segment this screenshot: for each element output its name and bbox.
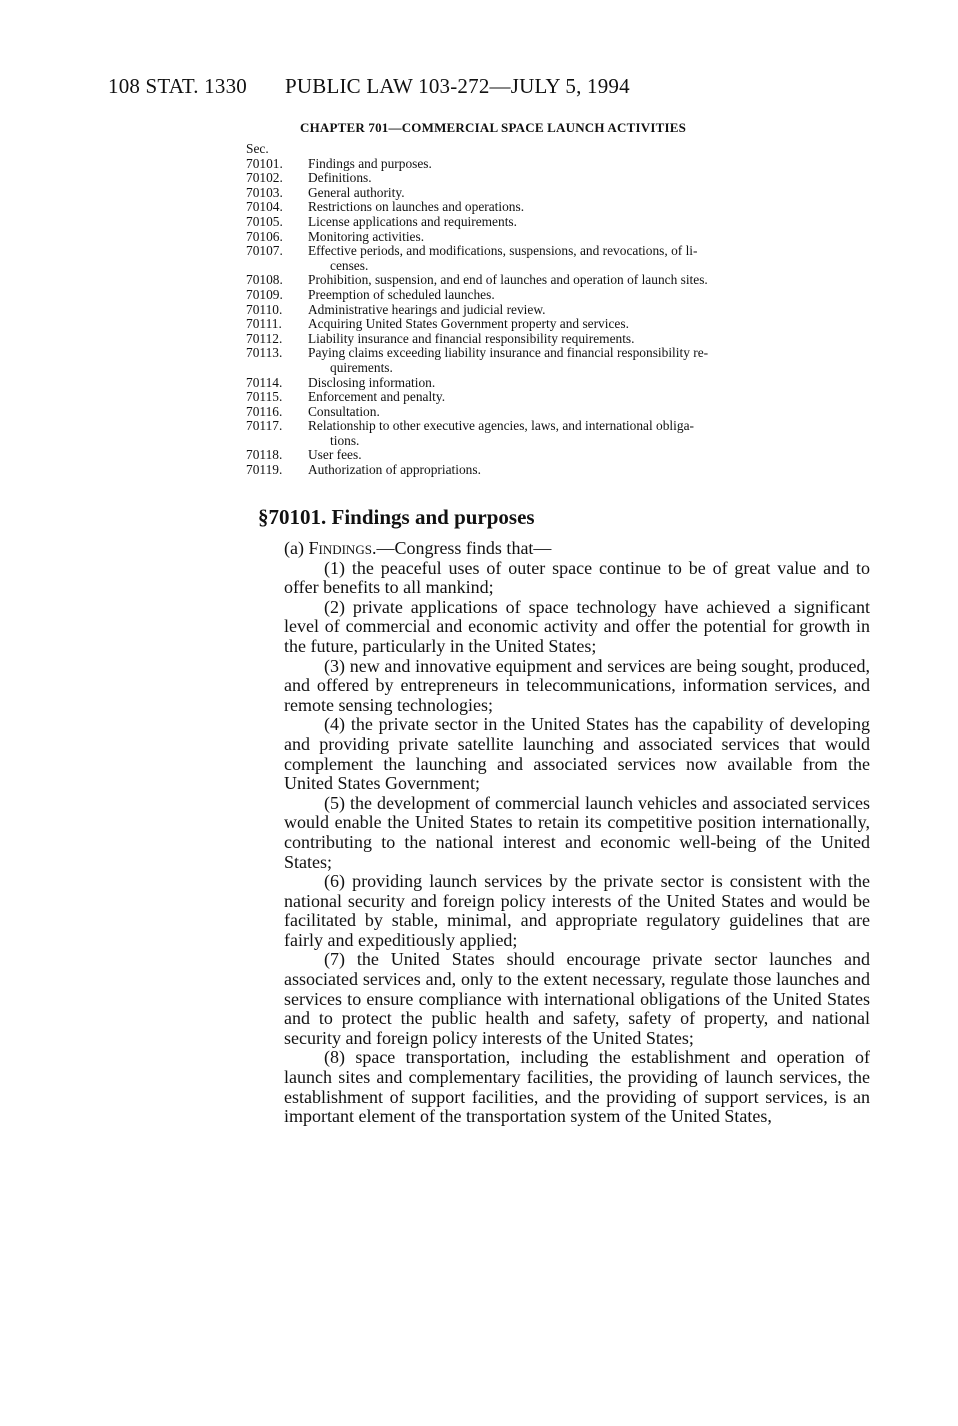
toc-row <box>246 346 872 375</box>
toc-section-title <box>308 200 872 215</box>
toc-section-number: 70103. <box>246 184 283 200</box>
finding-paragraph: (5) the development of commercial launch vehicles and associated services would enable the United States to retain its competitive position internationally, contributing to the national interest and economic well-being of the United States; <box>284 792 870 872</box>
toc-section-title <box>308 317 872 332</box>
toc-row <box>246 448 872 463</box>
toc-sec-label: Sec. <box>246 141 269 156</box>
toc-title-text: Acquiring United States Government property and services. <box>308 316 629 332</box>
toc-title-text: Definitions. <box>308 170 372 186</box>
toc-title-continuation: quirements. <box>330 359 393 375</box>
toc-title-text: Disclosing information. <box>308 374 436 390</box>
toc-section-number: 70102. <box>246 170 283 186</box>
toc-title-text: General authority. <box>308 184 405 200</box>
toc-section-number: 70110. <box>246 301 283 317</box>
finding-paragraph: (6) providing launch services by the private sector is consistent with the national security and foreign policy interests of the United States and would be facilitated by stable, minimal, and appropriate regulatory guidelines that are fairly and expeditiously applied; <box>284 871 870 950</box>
toc-title-text: Preemption of scheduled launches. <box>308 286 495 302</box>
toc-section-title <box>308 186 872 201</box>
toc-row <box>246 419 872 448</box>
finding-paragraph: (7) the United States should encourage private sector launches and associated services and, only to the extent necessary, regulate those launches and services to ensure compliance with international obligations of the United States and to protect the public health and safety, safety of property, and national security and foreign policy interests of the United States; <box>284 949 870 1048</box>
toc-row <box>246 405 872 420</box>
toc-section-number: 70107. <box>246 243 283 259</box>
toc-section-number: 70117. <box>246 418 283 434</box>
statute-page-number: 108 STAT. 1330 <box>108 74 247 98</box>
subsection-label: (a) <box>284 538 309 558</box>
finding-paragraph: (3) new and innovative equipment and services are being sought, produced, and offered by entrepreneurs in telecommunications, information services, and remote sensing technologies; <box>284 655 870 715</box>
toc-section-title <box>308 390 872 405</box>
section-heading: §70101. Findings and purposes <box>258 505 535 529</box>
toc-title-text: Paying claims exceeding liability insurance and financial responsibility re- <box>308 345 709 361</box>
toc-title-text: Liability insurance and financial responsibility requirements. <box>308 330 635 346</box>
toc-title-text: Findings and purposes. <box>308 155 432 171</box>
toc-section-title <box>308 463 872 478</box>
toc-title-text: Prohibition, suspension, and end of launches and operation of launch sites. <box>308 272 708 288</box>
toc-title-text: Enforcement and penalty. <box>308 389 446 405</box>
toc-section-title <box>308 376 872 391</box>
toc-section-title <box>308 405 872 420</box>
toc-section-title <box>308 448 872 463</box>
toc-section-title <box>308 273 872 288</box>
toc-row <box>246 376 872 391</box>
toc-title-continuation: tions. <box>330 432 360 448</box>
toc-section-title <box>308 157 872 172</box>
toc-row <box>246 390 872 405</box>
finding-paragraph: (4) the private sector in the United States has the capability of developing and providing private satellite launching and associated services that would complement the launching and associated services now available from the United States Government; <box>284 714 870 794</box>
toc-row <box>246 463 872 478</box>
toc-section-number: 70108. <box>246 272 283 288</box>
toc-row <box>246 288 872 303</box>
toc-section-title <box>308 171 872 186</box>
toc-title-text: Authorization of appropriations. <box>308 462 481 478</box>
toc-section-number: 70104. <box>246 199 283 215</box>
toc-section-number: 70119. <box>246 462 283 478</box>
page-header <box>108 74 868 110</box>
toc-section-title <box>308 303 872 318</box>
toc-row <box>246 200 872 215</box>
toc-section-number: 70113. <box>246 345 283 361</box>
toc-row <box>246 273 872 288</box>
toc-section-number: 70111. <box>246 316 282 332</box>
subsection-intro <box>284 539 870 559</box>
toc-section-title <box>308 332 872 347</box>
section-body <box>284 539 870 1127</box>
toc-row <box>246 303 872 318</box>
toc-section-number: 70112. <box>246 330 283 346</box>
toc-section-title <box>308 346 872 375</box>
finding-paragraph: (1) the peaceful uses of outer space continue to be of great value and to offer benefits to all mankind; <box>284 557 870 598</box>
toc-section-title <box>308 230 872 245</box>
toc-section-title <box>308 244 872 273</box>
chapter-title: CHAPTER 701—COMMERCIAL SPACE LAUNCH ACTIVITIES <box>300 120 687 135</box>
toc-section-number: 70114. <box>246 374 283 390</box>
toc-row <box>246 332 872 347</box>
toc-title-text: User fees. <box>308 447 362 463</box>
toc-section-number: 70118. <box>246 447 283 463</box>
toc-row <box>246 171 872 186</box>
toc-title-text: Consultation. <box>308 403 380 419</box>
toc-title-continuation: censes. <box>330 257 369 273</box>
toc-section-title <box>308 288 872 303</box>
toc-title-text: Relationship to other executive agencies, laws, and international obliga- <box>308 418 694 434</box>
toc-row <box>246 317 872 332</box>
finding-paragraph: (2) private applications of space technology have achieved a significant level of commercial and economic activity and offer the potential for growth in the future, particularly in the United States; <box>284 596 870 656</box>
subsection-name: Findings <box>308 538 372 558</box>
toc-section-title <box>308 419 872 448</box>
toc-title-text: Administrative hearings and judicial review. <box>308 301 546 317</box>
toc-section-number: 70116. <box>246 403 283 419</box>
finding-paragraph: (8) space transportation, including the establishment and operation of launch sites and complementary facilities, the providing of launch services, the establishment of support facilities, and the providing of support services, is an important element of the transportation system of the United States, <box>284 1047 870 1127</box>
toc-title-text: Monitoring activities. <box>308 228 425 244</box>
toc-row <box>246 215 872 230</box>
public-law-title: PUBLIC LAW 103-272—JULY 5, 1994 <box>285 74 630 98</box>
subsection-intro-text: .—Congress finds that— <box>371 538 552 558</box>
table-of-contents <box>246 142 872 478</box>
toc-section-number: 70115. <box>246 389 283 405</box>
toc-section-number: 70106. <box>246 228 283 244</box>
toc-title-text: Restrictions on launches and operations. <box>308 199 525 215</box>
toc-row <box>246 244 872 273</box>
toc-section-number: 70109. <box>246 286 283 302</box>
toc-row <box>246 157 872 172</box>
toc-section-number: 70101. <box>246 155 283 171</box>
toc-section-title <box>308 215 872 230</box>
toc-title-text: License applications and requirements. <box>308 213 517 229</box>
toc-row <box>246 186 872 201</box>
toc-section-number: 70105. <box>246 213 283 229</box>
toc-title-text: Effective periods, and modifications, suspensions, and revocations, of li- <box>308 243 698 259</box>
toc-row <box>246 230 872 245</box>
